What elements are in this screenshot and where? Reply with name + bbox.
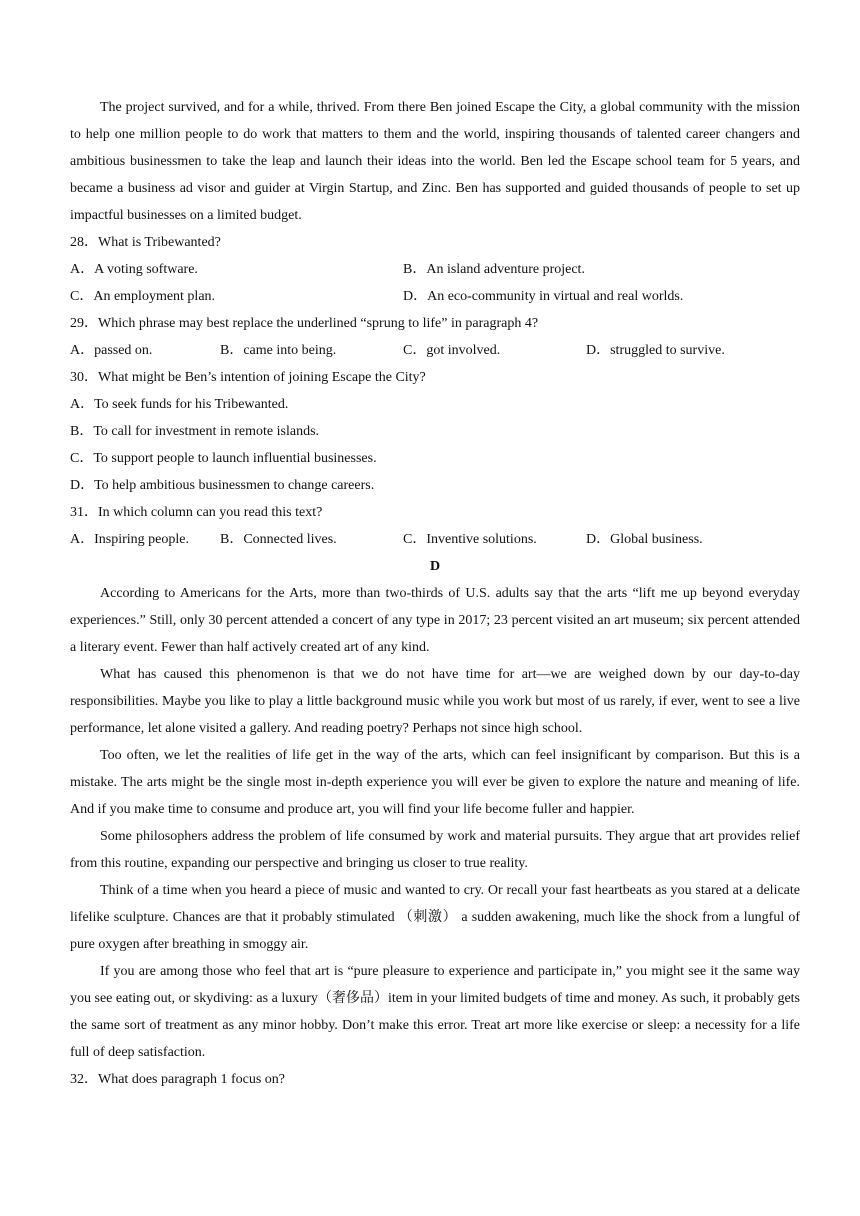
passage-d-heading: D (429, 559, 441, 574)
question-31-option-c[interactable]: C．Inventive solutions. (403, 532, 537, 547)
question-28-option-a[interactable]: A．A voting software. (70, 262, 198, 277)
question-30-option-c[interactable]: C．To support people to launch influential businesses. (70, 451, 377, 466)
question-32-stem: 32．What does paragraph 1 focus on? (70, 1072, 285, 1087)
passage-d-paragraph-1: According to Americans for the Arts, more than two-thirds of U.S. adults say that the arts “lift me up beyond everyday experiences.” Still, only 30 percent attended a concert of any type in 2017; 23 percent visited an art museum; six percent attended a literary event. Fewer than half actively created art of any kind. (70, 586, 800, 655)
question-28-options-row-2 (70, 283, 800, 310)
question-29-option-c[interactable]: C．got involved. (403, 343, 501, 358)
question-30-option-b[interactable]: B．To call for investment in remote islands. (70, 424, 320, 439)
passage-d-paragraph-5: Think of a time when you heard a piece of music and wanted to cry. Or recall your fast heartbeats as you stared at a delicate lifelike sculpture. Chances are that it probably stimulated （刺激） a sudden awakening, much like the shock from a lungful of pure oxygen after breathing in smoggy air. (70, 883, 800, 952)
question-28-option-d[interactable]: D．An eco-community in virtual and real worlds. (403, 289, 684, 304)
question-30-option-a[interactable]: A．To seek funds for his Tribewanted. (70, 397, 289, 412)
question-28-option-c[interactable]: C．An employment plan. (70, 289, 216, 304)
question-29-option-d[interactable]: D．struggled to survive. (586, 343, 725, 358)
question-31-options (70, 526, 800, 553)
passage-d-paragraph-2: What has caused this phenomenon is that we do not have time for art—we are weighed down by our day-to-day responsibilities. Maybe you like to play a little background music while you work but most of us rarely, if ever, went to see a live performance, let alone visited a gallery. And reading poetry? Perhaps not since high school. (70, 667, 800, 736)
question-28-stem: 28．What is Tribewanted? (70, 235, 221, 250)
page-content (70, 94, 800, 1093)
question-31-option-b[interactable]: B．Connected lives. (220, 532, 337, 547)
question-30-stem: 30．What might be Ben’s intention of joining Escape the City? (70, 370, 426, 385)
question-31-stem: 31．In which column can you read this text? (70, 505, 323, 520)
question-29-option-a[interactable]: A．passed on. (70, 343, 153, 358)
passage-c-paragraph: The project survived, and for a while, thrived. From there Ben joined Escape the City, a global community with the mission to help one million people to do work that matters to them and the world, inspiring thousands of talented career changers and ambitious businessmen to take the leap and launch their ideas into the world. Ben led the Escape school team for 5 years, and became a business ad visor and guider at Virgin Startup, and Zinc. Ben has supported and guided thousands of people to set up impactful businesses on a limited budget. (70, 100, 800, 223)
passage-d-paragraph-3: Too often, we let the realities of life get in the way of the arts, which can feel insignificant by comparison. But this is a mistake. The arts might be the single most in-depth experience you will ever be given to explore the nature and meaning of life. And if you make time to consume and produce art, you will find your life become fuller and happier. (70, 748, 800, 817)
question-30-option-d[interactable]: D．To help ambitious businessmen to change careers. (70, 478, 375, 493)
question-28-option-b[interactable]: B．An island adventure project. (403, 262, 585, 277)
question-29-stem: 29．Which phrase may best replace the underlined “sprung to life” in paragraph 4? (70, 316, 539, 331)
question-31-option-d[interactable]: D．Global business. (586, 532, 703, 547)
passage-d-paragraph-6: If you are among those who feel that art is “pure pleasure to experience and participate in,” you might see it the same way you see eating out, or skydiving: as a luxury（奢侈品）item in your limited budgets of time and money. As such, it probably gets the same sort of treatment as any minor hobby. Don’t make this error. Treat art more like exercise or sleep: a necessity for a life full of deep satisfaction. (70, 964, 800, 1060)
question-31-option-a[interactable]: A．Inspiring people. (70, 532, 189, 547)
question-29-option-b[interactable]: B．came into being. (220, 343, 337, 358)
question-28-options-row-1 (70, 256, 800, 283)
passage-d-paragraph-4: Some philosophers address the problem of life consumed by work and material pursuits. They argue that art provides relief from this routine, expanding our perspective and bringing us closer to true reality. (70, 829, 800, 871)
question-29-options (70, 337, 800, 364)
